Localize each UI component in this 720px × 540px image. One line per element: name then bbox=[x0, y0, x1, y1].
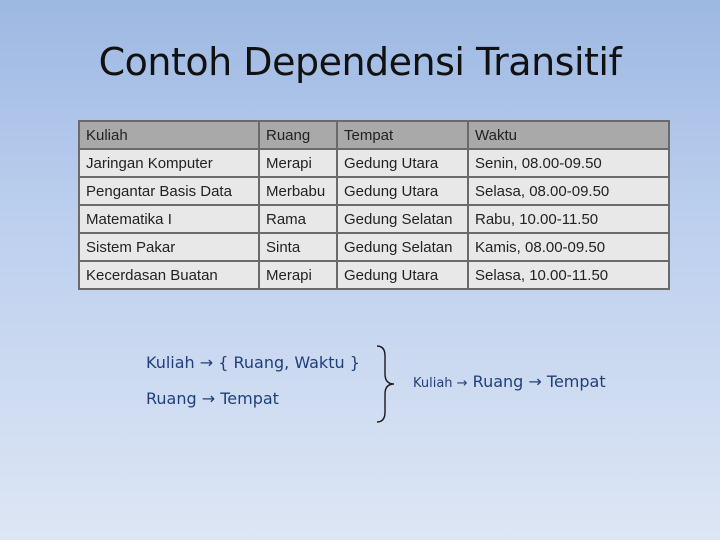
right-brace-icon bbox=[375, 344, 397, 424]
table-row bbox=[79, 149, 669, 177]
table-cell: Matematika I bbox=[79, 205, 259, 233]
column-header-waktu: Waktu bbox=[468, 121, 669, 149]
column-header-tempat: Tempat bbox=[337, 121, 468, 149]
table-cell: Selasa, 10.00-11.50 bbox=[468, 261, 669, 289]
column-header-kuliah: Kuliah bbox=[79, 121, 259, 149]
table-cell: Gedung Selatan bbox=[337, 233, 468, 261]
table-cell: Gedung Utara bbox=[337, 149, 468, 177]
table-cell: Sinta bbox=[259, 233, 337, 261]
table-row bbox=[79, 233, 669, 261]
table-cell: Merapi bbox=[259, 149, 337, 177]
course-table bbox=[78, 120, 670, 290]
transitive-conclusion bbox=[413, 372, 606, 391]
table-cell: Sistem Pakar bbox=[79, 233, 259, 261]
table-cell: Pengantar Basis Data bbox=[79, 177, 259, 205]
table-cell: Gedung Selatan bbox=[337, 205, 468, 233]
table-header-row bbox=[79, 121, 669, 149]
table-cell: Rama bbox=[259, 205, 337, 233]
conclusion-prefix: Kuliah → bbox=[413, 376, 468, 391]
slide-title: Contoh Dependensi Transitif bbox=[98, 40, 622, 84]
table-row bbox=[79, 261, 669, 289]
table-cell: Gedung Utara bbox=[337, 261, 468, 289]
dependency-kuliah-ruang-waktu: Kuliah → { Ruang, Waktu } bbox=[146, 353, 360, 372]
table-cell: Rabu, 10.00-11.50 bbox=[468, 205, 669, 233]
table-cell: Selasa, 08.00-09.50 bbox=[468, 177, 669, 205]
table-cell: Kamis, 08.00-09.50 bbox=[468, 233, 669, 261]
table-cell: Senin, 08.00-09.50 bbox=[468, 149, 669, 177]
conclusion-rest: Ruang → Tempat bbox=[467, 372, 606, 391]
dependency-ruang-tempat: Ruang → Tempat bbox=[146, 389, 279, 408]
table-cell: Gedung Utara bbox=[337, 177, 468, 205]
table-row bbox=[79, 205, 669, 233]
table-cell: Jaringan Komputer bbox=[79, 149, 259, 177]
table-cell: Merapi bbox=[259, 261, 337, 289]
column-header-ruang: Ruang bbox=[259, 121, 337, 149]
table-cell: Merbabu bbox=[259, 177, 337, 205]
table-cell: Kecerdasan Buatan bbox=[79, 261, 259, 289]
table-row bbox=[79, 177, 669, 205]
